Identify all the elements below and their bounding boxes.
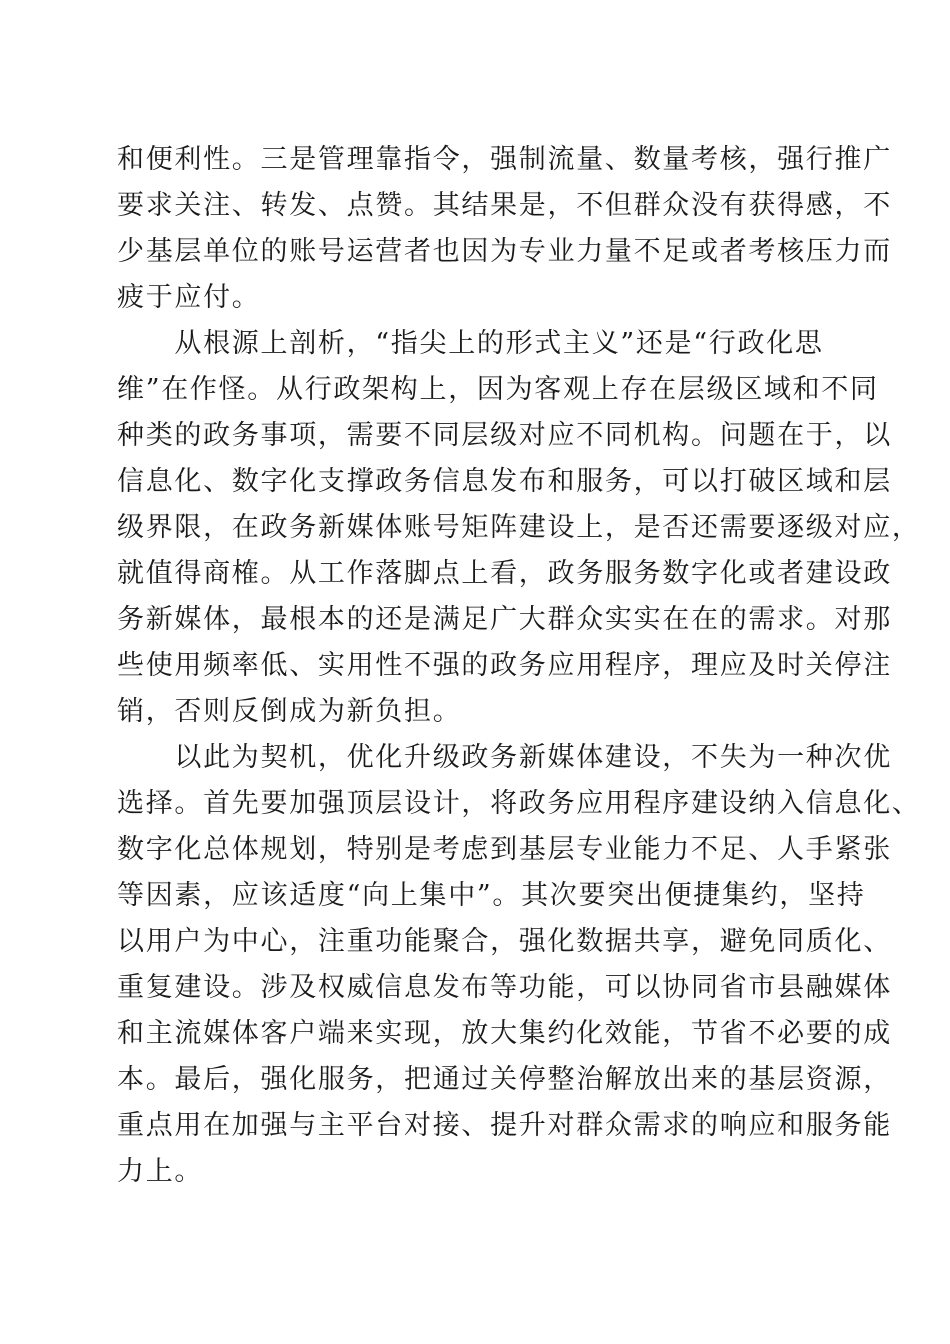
article-body [117,137,921,1195]
paragraph-1 [117,137,892,321]
text-line: 以用户为中心，注重功能聚合，强化数据共享，避免同质化、 [117,926,892,957]
paragraph-3 [117,735,921,1195]
text-line: 从根源上剖析，“指尖上的形式主义”还是“行政化思 [117,328,824,359]
text-line: 等因素，应该适度“向上集中”。其次要突出便捷集约，坚持 [117,880,866,911]
text-line: 力上。 [117,1156,204,1187]
text-line: 选择。首先要加强顶层设计，将政务应用程序建设纳入信息化、 [117,788,921,819]
text-line: 疲于应付。 [117,282,261,313]
text-line: 和便利性。三是管理靠指令，强制流量、数量考核，强行推广 [117,144,892,175]
text-line: 信息化、数字化支撑政务信息发布和服务，可以打破区域和层 [117,466,892,497]
text-line: 少基层单位的账号运营者也因为专业力量不足或者考核压力而 [117,236,892,267]
text-line: 种类的政务事项，需要不同层级对应不同机构。问题在于，以 [117,420,892,451]
text-line: 些使用频率低、实用性不强的政务应用程序，理应及时关停注 [117,650,892,681]
text-line: 销，否则反倒成为新负担。 [117,696,462,727]
text-line: 要求关注、转发、点赞。其结果是，不但群众没有获得感，不 [117,190,892,221]
text-line: 维”在作怪。从行政架构上，因为客观上存在层级区域和不同 [117,374,879,405]
text-line: 重复建设。涉及权威信息发布等功能，可以协同省市县融媒体 [117,972,892,1003]
text-line: 数字化总体规划，特别是考虑到基层专业能力不足、人手紧张 [117,834,892,865]
text-line: 本。最后，强化服务，把通过关停整治解放出来的基层资源， [117,1064,892,1095]
text-line: 和主流媒体客户端来实现，放大集约化效能，节省不必要的成 [117,1018,892,1049]
text-line: 级界限，在政务新媒体账号矩阵建设上，是否还需要逐级对应， [117,512,921,543]
text-line: 就值得商榷。从工作落脚点上看，政务服务数字化或者建设政 [117,558,892,589]
text-line: 重点用在加强与主平台对接、提升对群众需求的响应和服务能 [117,1110,892,1141]
text-line: 务新媒体，最根本的还是满足广大群众实实在在的需求。对那 [117,604,892,635]
text-line: 以此为契机，优化升级政务新媒体建设，不失为一种次优 [117,742,892,773]
paragraph-2 [117,321,921,735]
